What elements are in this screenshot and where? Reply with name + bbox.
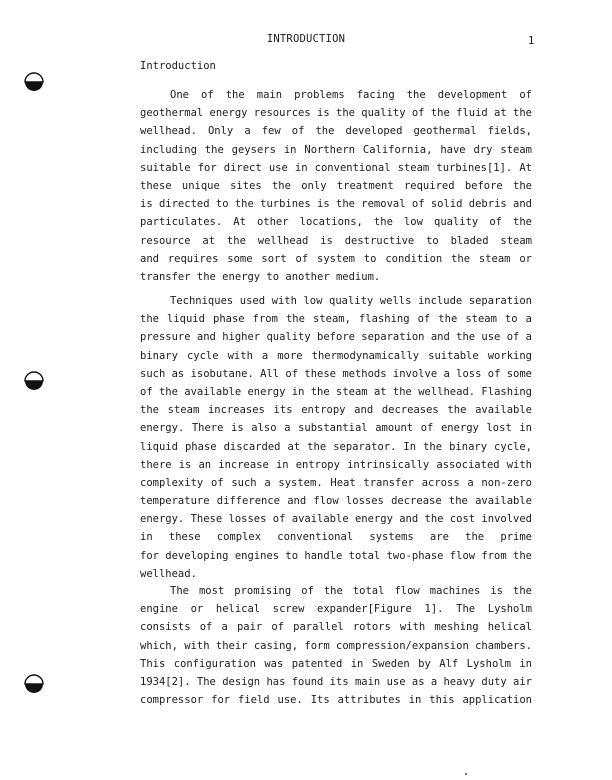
text-line: temperature difference and flow losses decrease the available: [140, 495, 532, 508]
text-line: compressor for field use. Its attributes in this application: [140, 694, 532, 707]
text-line: for developing engines to handle total two-phase flow from the: [140, 549, 532, 562]
scan-speck: [465, 773, 467, 775]
text-line: resource at the wellhead is destructive to bladed steam: [140, 234, 532, 247]
text-line: these unique sites the only treatment required before the: [140, 179, 532, 192]
punch-hole-bottom-icon: [22, 672, 46, 696]
text-line: liquid phase discarded at the separator. In the binary cycle,: [140, 440, 532, 453]
text-line: engine or helical screw expander[Figure 1]. The Lysholm: [140, 603, 532, 616]
section-heading: Introduction: [140, 60, 216, 72]
punch-hole-top-icon: [22, 70, 46, 94]
text-line: binary cycle with a more thermodynamically suitable working: [140, 349, 532, 362]
text-line: wellhead.: [140, 567, 197, 580]
text-line: wellhead. Only a few of the developed geothermal fields,: [140, 125, 532, 138]
page-number: 1: [528, 35, 535, 47]
text-line: energy. There is also a substantial amount of energy lost in: [140, 422, 532, 435]
text-line: This configuration was patented in Sweden by Alf Lysholm in: [140, 657, 532, 670]
paragraph-2: [140, 292, 532, 583]
text-line: which, with their casing, form compression/expansion chambers.: [140, 639, 532, 652]
text-line: is directed to the turbines is the removal of solid debris and: [140, 198, 532, 211]
text-line: there is an increase in entropy intrinsically associated with: [140, 458, 532, 471]
text-line: geothermal energy resources is the quality of the fluid at the: [140, 107, 532, 120]
text-line: Techniques used with low quality wells include separation: [170, 295, 532, 307]
text-line: transfer the energy to another medium.: [140, 270, 381, 283]
text-line: of the available energy in the steam at the wellhead. Flashing: [140, 385, 532, 398]
text-line: and requires some sort of system to condition the steam or: [140, 252, 532, 265]
paragraph-1: [140, 86, 532, 286]
text-line: suitable for direct use in conventional steam turbines[1]. At: [140, 161, 532, 174]
text-line: in these complex conventional systems are the prime: [140, 531, 532, 544]
punch-hole-middle-icon: [22, 369, 46, 393]
text-line: particulates. At other locations, the low quality of the: [140, 216, 532, 229]
text-line: the liquid phase from the steam, flashing of the steam to a: [140, 313, 532, 326]
text-line: the steam increases its entropy and decreases the available: [140, 404, 532, 417]
text-line: energy. These losses of available energy and the cost involved: [140, 513, 532, 526]
text-line: pressure and higher quality before separation and the use of a: [140, 331, 532, 344]
text-line: 1934[2]. The design has found its main use as a heavy duty air: [140, 675, 532, 688]
text-line: such as isobutane. All of these methods involve a loss of some: [140, 367, 532, 380]
paragraph-3: [140, 582, 532, 709]
text-line: The most promising of the total flow machines is the: [170, 585, 532, 597]
text-line: including the geysers in Northern California, have dry steam: [140, 143, 532, 156]
text-line: consists of a pair of parallel rotors with meshing helical: [140, 621, 532, 634]
text-line: One of the main problems facing the development of: [170, 89, 532, 101]
page-header-title: INTRODUCTION: [266, 33, 346, 45]
text-line: complexity of such a system. Heat transfer across a non-zero: [140, 476, 532, 489]
